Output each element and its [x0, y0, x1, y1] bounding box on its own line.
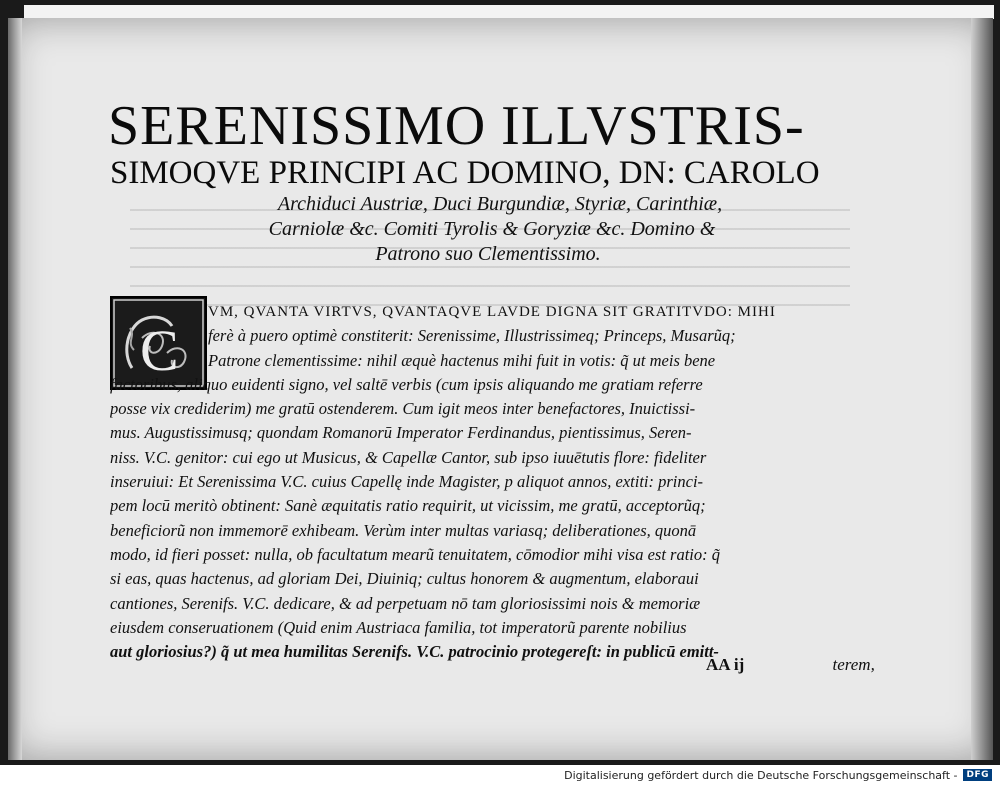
subtitle-line-2: Carniolæ &c. Comiti Tyrolis & Goryziæ &c. Domino & [268, 218, 716, 240]
body-line: ferè à puero optimè constiterit: Serenissime, Illustrissimeq; Princeps, Musarũq; [208, 326, 736, 346]
catchword: terem, [832, 655, 875, 674]
dfg-logo-icon: DFG [963, 769, 992, 781]
dedication-title-line-2: SIMOQVE PRINCIPI AC DOMINO, DN: CAROLO [110, 155, 820, 191]
body-line: aut gloriosius?) q̃ ut mea humilitas Serenifs. V.C. patrocinio protegereſt: in publicū emitt- [110, 642, 719, 662]
body-line: cantiones, Serenifs. V.C. dedicare, & ad perpetuam nō tam gloriosissimi nois & memoriæ [110, 593, 701, 613]
page-edge-right [971, 18, 993, 760]
dedication-body [110, 300, 880, 664]
body-line: Patrone clementissime: nihil æquè hactenus mihi fuit in votis: q̃ ut meis bene [208, 350, 716, 370]
body-line: posse vix crediderim) me gratū ostenderem. Cum igit meos inter benefactores, Inuictissi- [110, 399, 696, 419]
body-line: mus. Augustissimusq; quondam Romanorū Imperator Ferdinandus, pientissimus, Seren- [110, 423, 692, 443]
body-line: factoribus, aliquo euidenti signo, vel saltē verbis (cum ipsis aliquando me gratiam referre [110, 374, 703, 394]
catchword-area [706, 655, 875, 675]
page-edge-left [8, 18, 22, 760]
subtitle-line-1: Archiduci Austriæ, Duci Burgundiæ, Styriæ, Carinthiæ, [277, 193, 723, 215]
body-line: niss. V.C. genitor: cui ego ut Musicus, & Capellæ Cantor, sub ipso iuuētutis flore: fideliter [110, 447, 707, 467]
subtitle-line-3: Patrono suo Clementissimo. [375, 243, 601, 265]
body-line: eiusdem conseruationem (Quid enim Austriaca familia, tot imperatorũ parente nobilius [110, 617, 687, 637]
body-line: pem locū meritò obtinent: Sanè æquitatis ratio requirit, ut vicissim, me gratū, acceptorũq; [110, 496, 706, 516]
footer-text: Digitalisierung gefördert durch die Deutsche Forschungsgemeinschaft - [564, 768, 958, 782]
top-strip [24, 5, 994, 19]
funding-footer [564, 766, 992, 784]
dedication-title-line-1: SERENISSIMO ILLVSTRIS- [108, 95, 805, 157]
signature-mark: AA ij [706, 655, 745, 674]
body-line: beneficiorũ non immemorē exhibeam. Verùm inter multas variasq; deliberationes, quonā [110, 520, 697, 540]
body-line: si eas, quas hactenus, ad gloriam Dei, Diuiniq; cultus honorem & augmentum, elaboraui [110, 569, 699, 589]
initial-letter: C [140, 318, 179, 383]
body-line: inseruiui: Et Serenissima V.C. cuius Capellę inde Magister, p aliquot annos, extiti: princi- [110, 472, 704, 492]
body-line: modo, id fieri posset: nulla, ob facultatum mearũ tenuitatem, cōmodior mihi visa est ratio: q̃ [110, 544, 720, 564]
body-line: VM, QVANTA VIRTVS, QVANTAQVE LAVDE DIGNA SIT GRATITVDO: MIHI [208, 304, 776, 320]
